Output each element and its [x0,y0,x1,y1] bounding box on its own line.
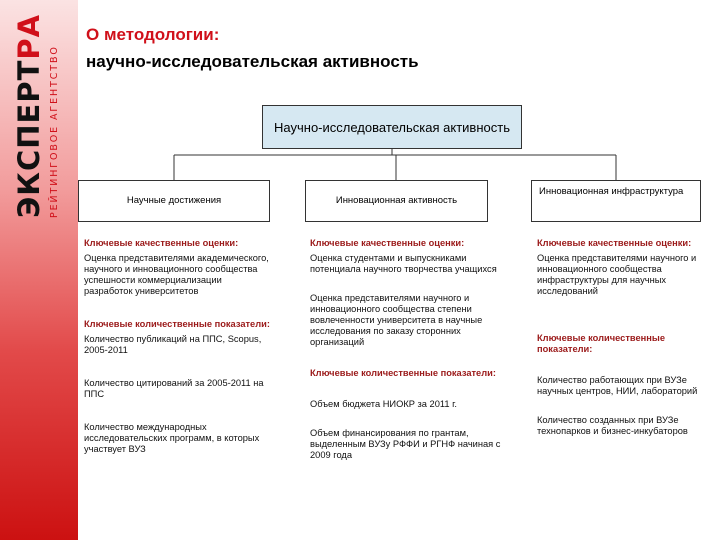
quantity-item: Количество созданных при ВУЗе технопарков и бизнес-инкубаторов [537,415,688,436]
quantity-item: Объем бюджета НИОКР за 2011 г. [310,399,457,409]
quantity-item: Объем финансирования по грантам, выделенным ВУЗу РФФИ и РГНФ начиная с 2009 года [310,428,501,460]
branch-column-3 [537,238,709,437]
branch-header-scientific-achievements: Научные достижения [78,180,270,222]
logo-word-part1: ЭКСПЕРТ [12,59,46,218]
quality-item: Оценка студентами и выпускниками потенциала научного творчества учащихся [310,253,497,274]
quality-heading: Ключевые качественные оценки: [537,238,692,248]
sidebar-gradient [0,0,78,540]
page-title: О методологии: [86,25,220,44]
diagram-root-box: Научно-исследовательская активность [262,105,522,149]
branch-column-2 [310,238,506,461]
quantity-heading: Ключевые количественные показатели: [310,368,496,378]
quality-item: Оценка представителями научного и инновационного сообщества степени вовлеченности университета в научные исследования по заказу сторонних организаций [310,293,483,347]
branch-column-1 [84,238,270,455]
quantity-item: Количество цитирований за 2005-2011 на ППС [84,378,264,399]
quantity-item: Количество работающих при ВУЗе научных центров, НИИ, лабораторий [537,375,698,396]
quality-item: Оценка представителями академического, научного и инновационного сообщества успешности коммерциализации разработок университетов [84,253,269,296]
branch-header-innovation-activity: Инновационная активность [305,180,488,222]
quantity-heading: Ключевые количественные показатели: [84,319,270,329]
quantity-item: Количество публикаций на ППС, Scopus, 2005-2011 [84,334,262,355]
expert-ra-logo [12,13,66,218]
page-subtitle: научно-исследовательская активность [86,52,419,71]
quality-heading: Ключевые качественные оценки: [310,238,465,248]
logo-word-part2: РА [12,13,46,60]
branch-header-innovation-infrastructure: Инновационная инфраструктура [531,180,701,222]
quantity-heading: Ключевые количественные показатели: [537,333,666,354]
quantity-item: Количество международных исследовательских программ, в которых участвует ВУЗ [84,422,260,454]
quality-heading: Ключевые качественные оценки: [84,238,239,248]
logo-wordmark [12,13,46,218]
logo-tagline: РЕЙТИНГОВОЕ АГЕНТСТВО [49,45,60,218]
quality-item: Оценка представителями научного и инновационного сообщества инфраструктуры для научных исследований [537,253,697,296]
